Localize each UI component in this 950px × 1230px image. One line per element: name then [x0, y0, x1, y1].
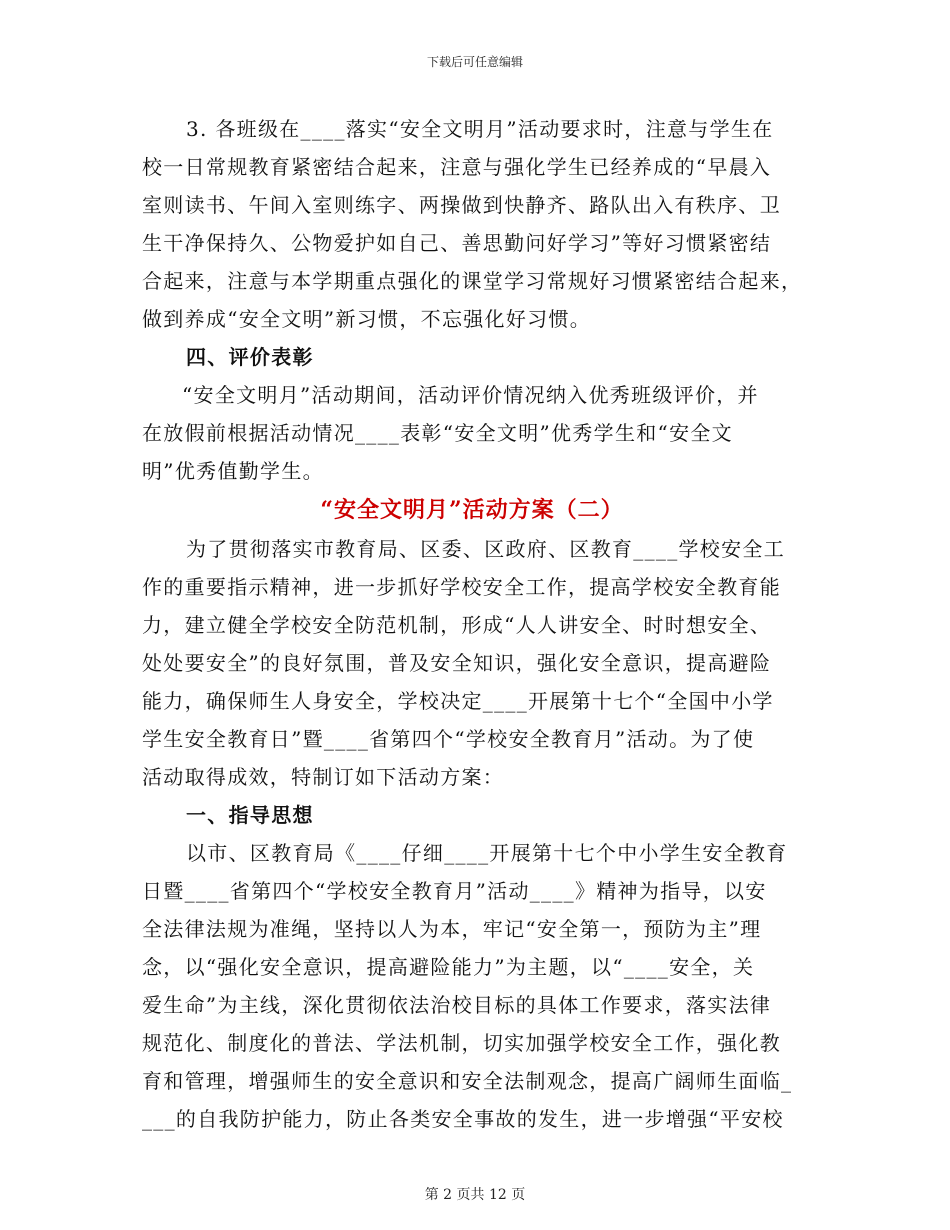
item-3-paragraph [142, 110, 802, 338]
document-title: “安全文明月”活动方案（二） [320, 497, 624, 523]
text-line: 明”优秀值勤学生。 [142, 459, 324, 483]
document-body [142, 110, 802, 1138]
text-line: 规范化、制度化的普法、学法机制，切实加强学校安全工作，强化教 [142, 1031, 781, 1055]
evaluation-paragraph [142, 376, 802, 490]
section-heading-evaluation: 四、评价表彰 [186, 345, 314, 369]
text-line: 念，以“强化安全意识，提高避险能力”为主题，以“____安全，关 [142, 955, 755, 979]
text-line: 室则读书、午间入室则练字、两操做到快静齐、路队出入有秩序、卫 [142, 193, 781, 217]
text-line: 3. 各班级在____落实“安全文明月”活动要求时，注意与学生在 [186, 117, 774, 141]
text-line: 以市、区教育局《____仔细____开展第十七个中小学生安全教育 [186, 841, 788, 865]
text-line: 爱生命”为主线，深化贯彻依法治校目标的具体工作要求，落实法律 [142, 993, 772, 1017]
page-header: 下载后可任意编辑 [426, 55, 523, 69]
page-footer: 第 2 页共 12 页 [424, 1187, 526, 1203]
text-line: 生干净保持久、公物爱护如自己、善思勤问好学习”等好习惯紧密结 [142, 231, 772, 255]
text-line: 全法律法规为准绳，坚持以人为本，牢记“安全第一，预防为主”理 [142, 917, 762, 941]
text-line: ___的自我防护能力，防止各类安全事故的发生，进一步增强“平安校 [142, 1107, 784, 1131]
text-line: 为了贯彻落实市教育局、区委、区政府、区教育____学校安全工 [186, 537, 785, 561]
text-line: 活动取得成效，特制订如下活动方案： [142, 765, 505, 789]
text-line: 处处要安全”的良好氛围，普及安全知识，强化安全意识，提高避险 [142, 651, 772, 675]
text-line: 做到养成“安全文明”新习惯，不忘强化好习惯。 [142, 307, 592, 331]
text-line: “安全文明月”活动期间，活动评价情况纳入优秀班级评价，并 [182, 383, 759, 407]
text-line: 能力，确保师生人身安全，学校决定____开展第十七个“全国中小学 [142, 689, 774, 713]
text-line: 在放假前根据活动情况____表彰“安全文明”优秀学生和“安全文 [142, 421, 733, 445]
text-line: 校一日常规教育紧密结合起来，注意与强化学生已经养成的“早晨入 [142, 155, 772, 179]
section-heading-guiding-ideology: 一、指导思想 [186, 803, 314, 827]
text-line: 育和管理，增强师生的安全意识和安全法制观念，提高广阔师生面临_ [142, 1069, 793, 1093]
text-line: 日暨____省第四个“学校安全教育月”活动____》精神为指导，以安 [142, 879, 767, 903]
text-line: 作的重要指示精神，进一步抓好学校安全工作，提高学校安全教育能 [142, 575, 781, 599]
intro-paragraph [142, 530, 802, 796]
guiding-ideology-paragraph [142, 834, 802, 1138]
text-line: 力，建立健全学校安全防范机制，形成“人人讲安全、时时想安全、 [142, 613, 772, 637]
text-line: 学生安全教育日”暨____省第四个“学校安全教育月”活动。为了使 [142, 727, 755, 751]
text-line: 合起来，注意与本学期重点强化的课堂学习常规好习惯紧密结合起来， [142, 269, 803, 293]
